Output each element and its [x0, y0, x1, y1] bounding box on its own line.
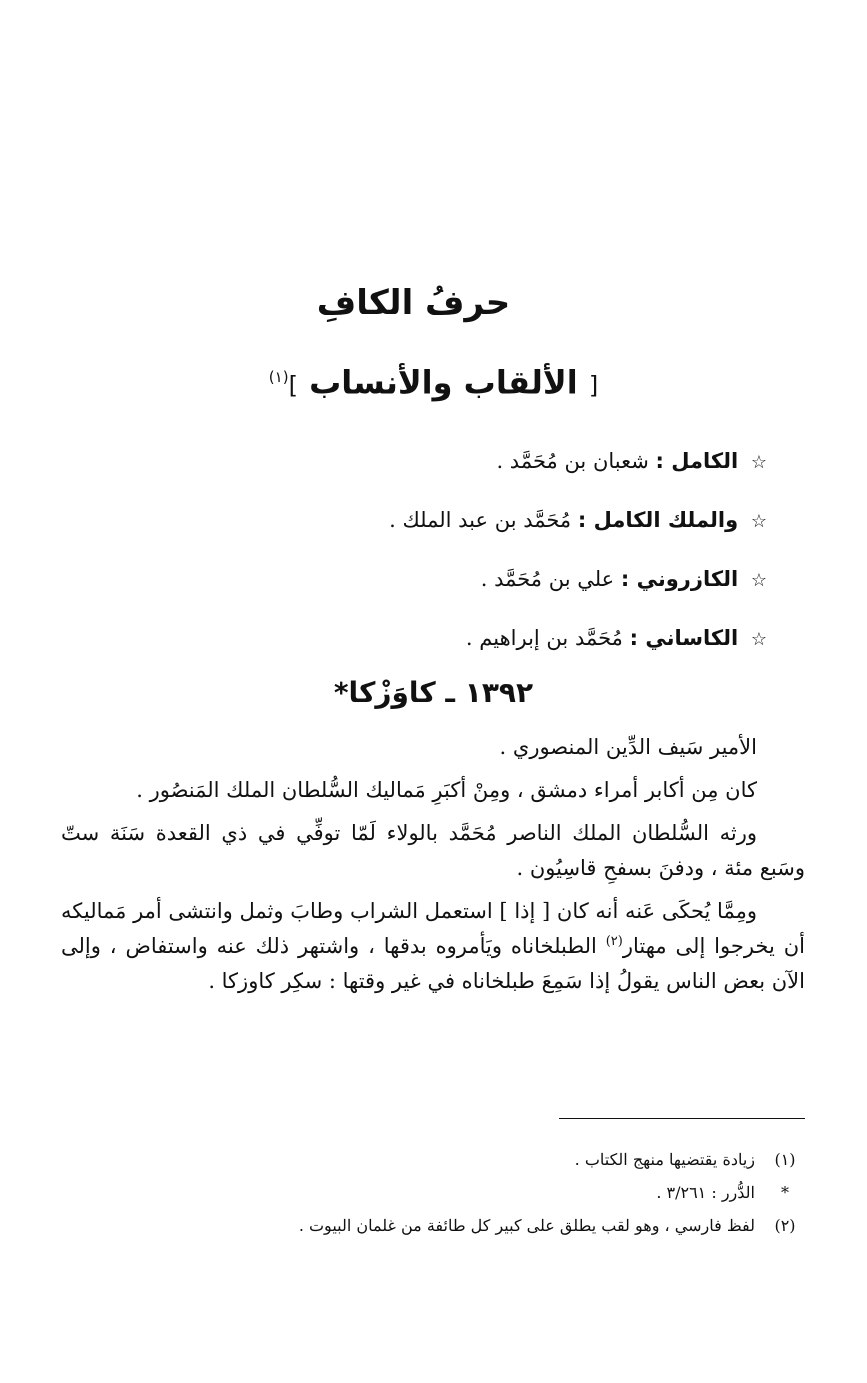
star-icon: ☆	[750, 452, 767, 473]
entry-head: الكامل :	[655, 449, 739, 473]
entry-text: علي بن مُحَمَّد .	[480, 567, 615, 591]
footnote-divider	[559, 1118, 805, 1119]
list-item	[67, 491, 767, 550]
footnote-mark: (١)	[774, 1150, 796, 1169]
entry-head: والملك الكامل :	[577, 508, 739, 532]
footnote-ref-2: (٢)	[605, 934, 623, 949]
footnote-text: الدُّرر : ٣/٢٦١ .	[656, 1183, 755, 1202]
anecdote-text-end: الطبلخاناه ويَأمروه بدقها ، واشتهر ذلك عنه واستفاض ، وإلى الآن بعض الناس يقولُ إذا سَمِعَ طبلخاناه في غير وقتها : سكِر كاوزكا .	[61, 934, 805, 993]
entry-head: الكازروني :	[620, 567, 739, 591]
footnote-mark: *	[781, 1183, 789, 1202]
entry-text: شعبان بن مُحَمَّد .	[496, 449, 649, 473]
entry-text: مُحَمَّد بن عبد الملك .	[389, 508, 572, 532]
section-title-text: الألقاب والأنساب	[309, 363, 578, 402]
footnotes	[105, 1143, 805, 1242]
paragraph-name: الأمير سَيف الدِّين المنصوري .	[499, 735, 757, 759]
footnote-ref-1: (١)	[268, 368, 289, 386]
list-item	[67, 432, 767, 491]
footnote-mark: (٢)	[774, 1216, 796, 1235]
biography-body	[61, 730, 805, 1007]
footnote	[105, 1209, 805, 1242]
close-bracket: ]	[288, 371, 298, 400]
star-icon: ☆	[750, 629, 767, 650]
section-title	[0, 352, 867, 411]
entry-text: مُحَمَّد بن إبراهيم .	[465, 626, 623, 650]
footnote	[105, 1176, 805, 1209]
list-item	[67, 550, 767, 609]
paragraph-inheritance: ورثه السُّلطان الملك الناصر مُحَمَّد بالولاء لَمّا توفِّي في ذي القعدة سَنَة ستّ وسَبع مئة ، ودفنَ بسفحِ قاسِيُون .	[61, 821, 805, 880]
list-item	[67, 609, 767, 668]
star-icon: ☆	[750, 570, 767, 591]
open-bracket: [	[588, 371, 599, 400]
paragraph-anecdote	[61, 894, 805, 999]
entry-head: الكاساني :	[629, 626, 739, 650]
chapter-title: حرفُ الكافِ	[316, 283, 511, 323]
star-icon: ☆	[750, 511, 767, 532]
nickname-list	[67, 432, 767, 668]
anecdote-text-start: ومِمَّا يُحكَى عَنه أنه كان [ إذا ] استعمل الشراب وطابَ وثمل وانتشى أمر مَماليكه أن يخرجوا إلى مهتار	[61, 899, 805, 958]
footnote	[105, 1143, 805, 1176]
footnote-text: زيادة يقتضيها منهج الكتاب .	[574, 1150, 755, 1169]
footnote-text: لفظ فارسي ، وهو لقب يطلق على كبير كل طائفة من غلمان البيوت .	[298, 1216, 755, 1235]
paragraph-rank: كان مِن أكابر أمراء دمشق ، ومِنْ أكبَرِ مَماليك السُّلطان الملك المَنصُور .	[136, 778, 757, 802]
entry-title: ١٣٩٢ ـ كاوَزْكا*	[333, 676, 534, 709]
